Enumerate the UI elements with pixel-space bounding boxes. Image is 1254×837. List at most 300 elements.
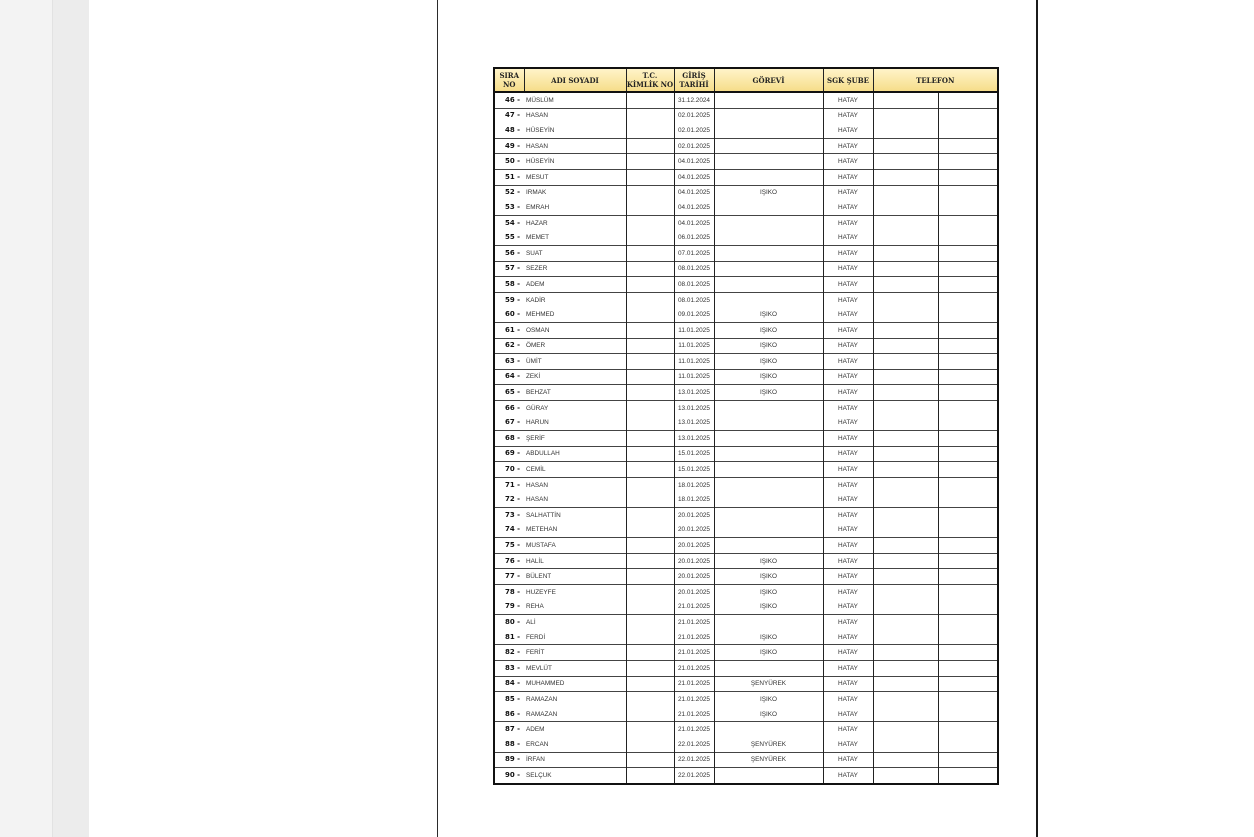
phone-cell: [873, 600, 938, 615]
sube-cell: HATAY: [823, 154, 873, 170]
sube-cell: HATAY: [823, 123, 873, 138]
tc-cell: [626, 707, 674, 722]
sube-cell: HATAY: [823, 600, 873, 615]
phone-cell: [873, 446, 938, 462]
row-number: 59 -: [494, 292, 524, 307]
gorev-cell: [714, 200, 823, 215]
table-row: [494, 600, 998, 615]
name-cell: HASAN: [524, 492, 626, 507]
row-number: 61 -: [494, 322, 524, 338]
phone-cell: [938, 752, 998, 768]
sube-cell: HATAY: [823, 354, 873, 370]
tc-cell: [626, 369, 674, 385]
sube-cell: HATAY: [823, 660, 873, 676]
name-cell: ERCAN: [524, 737, 626, 752]
sube-cell: HATAY: [823, 200, 873, 215]
tc-cell: [626, 277, 674, 293]
name-cell: SEZER: [524, 261, 626, 277]
row-number: 51 -: [494, 169, 524, 185]
phone-cell: [873, 553, 938, 569]
phone-cell: [938, 446, 998, 462]
date-cell: 02.01.2025: [674, 108, 714, 123]
phone-cell: [873, 338, 938, 354]
gorev-cell: [714, 292, 823, 307]
gorev-cell: [714, 431, 823, 447]
date-cell: 04.01.2025: [674, 200, 714, 215]
table-row: [494, 615, 998, 630]
phone-cell: [873, 768, 938, 784]
gorev-cell: [714, 154, 823, 170]
sube-cell: HATAY: [823, 737, 873, 752]
tc-cell: [626, 737, 674, 752]
row-number: 66 -: [494, 400, 524, 415]
table-row: [494, 585, 998, 600]
row-number: 84 -: [494, 676, 524, 692]
sube-cell: HATAY: [823, 768, 873, 784]
tc-cell: [626, 307, 674, 322]
tc-cell: [626, 108, 674, 123]
phone-cell: [873, 415, 938, 430]
phone-cell: [938, 322, 998, 338]
tc-cell: [626, 431, 674, 447]
tc-cell: [626, 538, 674, 554]
date-cell: 04.01.2025: [674, 215, 714, 230]
row-number: 54 -: [494, 215, 524, 230]
gorev-cell: [714, 768, 823, 784]
phone-cell: [873, 138, 938, 154]
tc-cell: [626, 477, 674, 492]
row-number: 56 -: [494, 245, 524, 261]
date-cell: 21.01.2025: [674, 600, 714, 615]
name-cell: ÜMİT: [524, 354, 626, 370]
tc-cell: [626, 446, 674, 462]
sube-cell: HATAY: [823, 108, 873, 123]
date-cell: 04.01.2025: [674, 169, 714, 185]
phone-cell: [873, 261, 938, 277]
gorev-cell: [714, 108, 823, 123]
sube-cell: HATAY: [823, 431, 873, 447]
phone-cell: [938, 431, 998, 447]
sube-cell: HATAY: [823, 307, 873, 322]
tc-cell: [626, 600, 674, 615]
row-number: 69 -: [494, 446, 524, 462]
tc-cell: [626, 138, 674, 154]
phone-cell: [873, 477, 938, 492]
table-row: [494, 431, 998, 447]
phone-cell: [938, 660, 998, 676]
phone-cell: [938, 676, 998, 692]
table-row: [494, 230, 998, 245]
sube-cell: HATAY: [823, 215, 873, 230]
name-cell: GÜRAY: [524, 400, 626, 415]
phone-cell: [873, 185, 938, 200]
phone-cell: [938, 415, 998, 430]
table-row: [494, 338, 998, 354]
row-number: 57 -: [494, 261, 524, 277]
phone-cell: [938, 123, 998, 138]
table-row: [494, 523, 998, 538]
row-number: 88 -: [505, 739, 521, 748]
table-row: [494, 245, 998, 261]
table-row: [494, 322, 998, 338]
gorev-cell: IŞIKO: [714, 645, 823, 661]
date-cell: 13.01.2025: [674, 415, 714, 430]
sube-cell: HATAY: [823, 338, 873, 354]
tc-cell: [626, 200, 674, 215]
name-cell: RAMAZAN: [524, 692, 626, 707]
gorev-cell: IŞIKO: [714, 600, 823, 615]
sube-cell: HATAY: [823, 245, 873, 261]
name-cell: ŞERİF: [524, 431, 626, 447]
header-sgk-sube: SGK ŞUBE: [823, 68, 873, 92]
sube-cell: HATAY: [823, 585, 873, 600]
gorev-cell: IŞIKO: [714, 185, 823, 200]
header-gorevi: GÖREVİ: [714, 68, 823, 92]
name-cell: RAMAZAN: [524, 707, 626, 722]
name-cell: İRFAN: [524, 752, 626, 768]
name-cell: SALHATTİN: [524, 508, 626, 523]
gorev-cell: IŞIKO: [714, 630, 823, 645]
phone-cell: [938, 138, 998, 154]
gorev-cell: [714, 508, 823, 523]
gorev-cell: IŞIKO: [714, 569, 823, 585]
phone-cell: [873, 615, 938, 630]
sube-cell: HATAY: [823, 553, 873, 569]
phone-cell: [873, 722, 938, 737]
row-number: 80 -: [494, 615, 524, 630]
gorev-cell: [714, 245, 823, 261]
table-row: [494, 508, 998, 523]
row-number: 47 -: [494, 108, 524, 123]
gorev-cell: IŞIKO: [714, 692, 823, 707]
tc-cell: [626, 615, 674, 630]
name-cell: KADİR: [524, 292, 626, 307]
row-number: 76 -: [494, 553, 524, 569]
phone-cell: [938, 538, 998, 554]
row-number: 50 -: [494, 154, 524, 170]
sube-cell: HATAY: [823, 92, 873, 108]
date-cell: 22.01.2025: [674, 752, 714, 768]
phone-cell: [938, 108, 998, 123]
date-cell: 08.01.2025: [674, 292, 714, 307]
tc-cell: [626, 585, 674, 600]
table-row: [494, 676, 998, 692]
gorev-cell: [714, 415, 823, 430]
name-cell: HASAN: [524, 138, 626, 154]
tc-cell: [626, 492, 674, 507]
gorev-cell: [714, 538, 823, 554]
sube-cell: HATAY: [823, 508, 873, 523]
sube-cell: HATAY: [823, 630, 873, 645]
tc-cell: [626, 569, 674, 585]
date-cell: 02.01.2025: [674, 123, 714, 138]
sube-cell: HATAY: [823, 261, 873, 277]
phone-cell: [938, 600, 998, 615]
table-row: [494, 752, 998, 768]
date-cell: 02.01.2025: [674, 138, 714, 154]
date-cell: 15.01.2025: [674, 446, 714, 462]
header-row: [494, 68, 998, 92]
phone-cell: [938, 630, 998, 645]
date-cell: 07.01.2025: [674, 245, 714, 261]
gorev-cell: ŞENYÜREK: [714, 676, 823, 692]
header-adi-soyadi: ADI SOYADI: [524, 68, 626, 92]
sube-cell: HATAY: [823, 692, 873, 707]
table-row: [494, 185, 998, 200]
phone-cell: [938, 338, 998, 354]
name-cell: SUAT: [524, 245, 626, 261]
date-cell: 13.01.2025: [674, 400, 714, 415]
sube-cell: HATAY: [823, 385, 873, 401]
row-number: 71 -: [494, 477, 524, 492]
phone-cell: [873, 230, 938, 245]
table-row: [494, 538, 998, 554]
table-row: [494, 123, 998, 138]
phone-cell: [873, 660, 938, 676]
gorev-cell: [714, 477, 823, 492]
phone-cell: [873, 523, 938, 538]
sube-cell: HATAY: [823, 322, 873, 338]
phone-cell: [938, 737, 998, 752]
row-number: 77 -: [494, 569, 524, 585]
date-cell: 11.01.2025: [674, 338, 714, 354]
phone-cell: [873, 630, 938, 645]
phone-cell: [873, 92, 938, 108]
date-cell: 21.01.2025: [674, 660, 714, 676]
tc-cell: [626, 322, 674, 338]
phone-cell: [873, 307, 938, 322]
sube-cell: HATAY: [823, 752, 873, 768]
tc-cell: [626, 692, 674, 707]
phone-cell: [873, 200, 938, 215]
tc-cell: [626, 660, 674, 676]
gorev-cell: ŞENYÜREK: [714, 737, 823, 752]
date-cell: 21.01.2025: [674, 615, 714, 630]
table-row: [494, 477, 998, 492]
tc-cell: [626, 169, 674, 185]
gorev-cell: [714, 215, 823, 230]
gorev-cell: IŞIKO: [714, 707, 823, 722]
row-number: 74 -: [505, 525, 521, 534]
name-cell: HALİL: [524, 553, 626, 569]
phone-cell: [873, 400, 938, 415]
date-cell: 04.01.2025: [674, 154, 714, 170]
date-cell: 21.01.2025: [674, 707, 714, 722]
name-cell: OSMAN: [524, 322, 626, 338]
name-cell: MEHMED: [524, 307, 626, 322]
table-row: [494, 722, 998, 737]
gorev-cell: [714, 523, 823, 538]
gorev-cell: [714, 722, 823, 737]
gorev-cell: [714, 230, 823, 245]
phone-cell: [938, 169, 998, 185]
phone-cell: [873, 508, 938, 523]
phone-cell: [938, 354, 998, 370]
name-cell: ZEKİ: [524, 369, 626, 385]
date-cell: 13.01.2025: [674, 431, 714, 447]
date-cell: 21.01.2025: [674, 692, 714, 707]
date-cell: 31.12.2024: [674, 92, 714, 108]
sube-cell: HATAY: [823, 230, 873, 245]
phone-cell: [873, 462, 938, 478]
table-row: [494, 215, 998, 230]
sube-cell: HATAY: [823, 446, 873, 462]
tc-cell: [626, 123, 674, 138]
phone-cell: [938, 462, 998, 478]
gorev-cell: IŞIKO: [714, 585, 823, 600]
row-number: 75 -: [494, 538, 524, 554]
phone-cell: [873, 369, 938, 385]
table-row: [494, 492, 998, 507]
date-cell: 09.01.2025: [674, 307, 714, 322]
date-cell: 21.01.2025: [674, 630, 714, 645]
gorev-cell: [714, 660, 823, 676]
phone-cell: [873, 108, 938, 123]
name-cell: IRMAK: [524, 185, 626, 200]
header-tc-kimlik-no: T.C. KİMLİK NO: [626, 68, 674, 92]
gorev-cell: IŞIKO: [714, 369, 823, 385]
row-number: 70 -: [494, 462, 524, 478]
phone-cell: [873, 277, 938, 293]
gorev-cell: [714, 92, 823, 108]
sube-cell: HATAY: [823, 292, 873, 307]
name-cell: HASAN: [524, 477, 626, 492]
phone-cell: [938, 277, 998, 293]
phone-cell: [873, 385, 938, 401]
tc-cell: [626, 553, 674, 569]
tc-cell: [626, 385, 674, 401]
gorev-cell: IŞIKO: [714, 553, 823, 569]
phone-cell: [873, 169, 938, 185]
phone-cell: [938, 553, 998, 569]
phone-cell: [938, 292, 998, 307]
tc-cell: [626, 415, 674, 430]
name-cell: HÜSEYİN: [524, 123, 626, 138]
row-number: 58 -: [494, 277, 524, 293]
sube-cell: HATAY: [823, 707, 873, 722]
tc-cell: [626, 768, 674, 784]
phone-cell: [873, 292, 938, 307]
phone-cell: [873, 492, 938, 507]
tc-cell: [626, 722, 674, 737]
phone-cell: [873, 322, 938, 338]
sube-cell: HATAY: [823, 676, 873, 692]
name-cell: ALİ: [524, 615, 626, 630]
tc-cell: [626, 676, 674, 692]
name-cell: MEMET: [524, 230, 626, 245]
table-row: [494, 354, 998, 370]
row-number: 60 -: [505, 310, 521, 319]
row-number: 46 -: [494, 92, 524, 108]
date-cell: 20.01.2025: [674, 553, 714, 569]
sube-cell: HATAY: [823, 415, 873, 430]
sube-cell: HATAY: [823, 400, 873, 415]
table-row: [494, 553, 998, 569]
gorev-cell: [714, 615, 823, 630]
table-row: [494, 569, 998, 585]
row-number: 65 -: [494, 385, 524, 401]
gorev-cell: ŞENYÜREK: [714, 752, 823, 768]
tc-cell: [626, 261, 674, 277]
sube-cell: HATAY: [823, 523, 873, 538]
phone-cell: [938, 477, 998, 492]
name-cell: FERİT: [524, 645, 626, 661]
phone-cell: [938, 707, 998, 722]
row-number: 63 -: [494, 354, 524, 370]
row-number: 55 -: [505, 233, 521, 242]
date-cell: 11.01.2025: [674, 354, 714, 370]
tc-cell: [626, 354, 674, 370]
sube-cell: HATAY: [823, 369, 873, 385]
row-number: 87 -: [494, 722, 524, 737]
header-sira-no: SIRA NO: [494, 68, 524, 92]
row-number: 89 -: [494, 752, 524, 768]
row-number: 64 -: [494, 369, 524, 385]
row-number: 78 -: [494, 585, 524, 600]
tc-cell: [626, 752, 674, 768]
phone-cell: [938, 523, 998, 538]
table-row: [494, 138, 998, 154]
tc-cell: [626, 292, 674, 307]
name-cell: HASAN: [524, 108, 626, 123]
tc-cell: [626, 154, 674, 170]
name-cell: MÜSLÜM: [524, 92, 626, 108]
sube-cell: HATAY: [823, 277, 873, 293]
table-row: [494, 692, 998, 707]
phone-cell: [938, 615, 998, 630]
gorev-cell: [714, 462, 823, 478]
phone-cell: [938, 585, 998, 600]
table-row: [494, 261, 998, 277]
table-row: [494, 415, 998, 430]
table-row: [494, 660, 998, 676]
table-row: [494, 92, 998, 108]
name-cell: EMRAH: [524, 200, 626, 215]
phone-cell: [938, 400, 998, 415]
tc-cell: [626, 338, 674, 354]
table-row: [494, 307, 998, 322]
name-cell: MESUT: [524, 169, 626, 185]
date-cell: 21.01.2025: [674, 645, 714, 661]
name-cell: FERDİ: [524, 630, 626, 645]
name-cell: HUZEYFE: [524, 585, 626, 600]
date-cell: 18.01.2025: [674, 492, 714, 507]
phone-cell: [873, 123, 938, 138]
gorev-cell: [714, 446, 823, 462]
tc-cell: [626, 508, 674, 523]
row-number: 73 -: [494, 508, 524, 523]
phone-cell: [938, 215, 998, 230]
tc-cell: [626, 462, 674, 478]
phone-cell: [873, 707, 938, 722]
gorev-cell: [714, 261, 823, 277]
table-body: [494, 92, 998, 784]
gorev-cell: [714, 123, 823, 138]
phone-cell: [873, 245, 938, 261]
phone-cell: [873, 215, 938, 230]
table-row: [494, 154, 998, 170]
date-cell: 06.01.2025: [674, 230, 714, 245]
table-row: [494, 108, 998, 123]
phone-cell: [873, 538, 938, 554]
tc-cell: [626, 400, 674, 415]
gorev-cell: [714, 138, 823, 154]
row-number: 81 -: [505, 632, 521, 641]
date-cell: 20.01.2025: [674, 569, 714, 585]
name-cell: BÜLENT: [524, 569, 626, 585]
tc-cell: [626, 215, 674, 230]
row-number: 85 -: [494, 692, 524, 707]
